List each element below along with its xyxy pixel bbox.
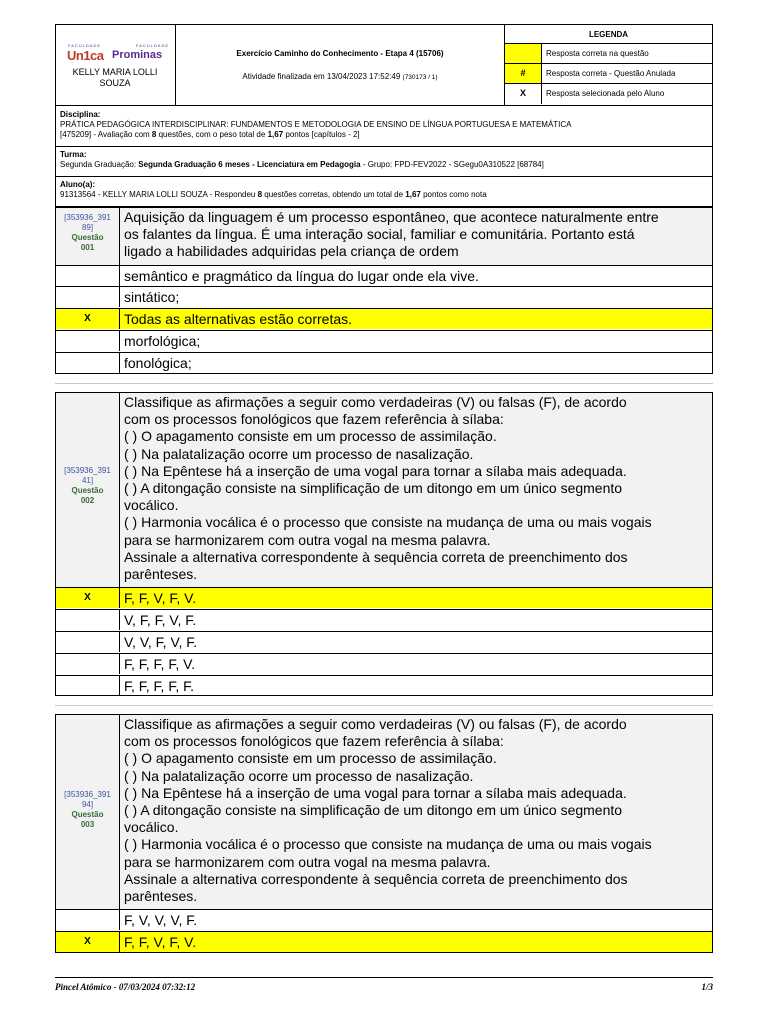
answer-option: V, F, F, V, F. (56, 609, 712, 630)
question-separator (55, 383, 713, 384)
attempt-code: (730173 / 1) (402, 74, 438, 81)
question-stem: Aquisição da linguagem é um processo espontâneo, que acontece naturalmente entre os falantes da língua. É uma interação social, familiar e comunitária. Portanto está ligado a habilidades adquiridas pela criança de ordem (120, 208, 712, 266)
answer-option: F, V, V, V, F. (56, 909, 712, 930)
student-info: Aluno(a): 91313564 - KELLY MARIA LOLLI SOUZA - Respondeu 8 questões corretas, obtendo um total de 1,67 pontos como nota (55, 177, 713, 207)
legend-row-selected: X Resposta selecionada pelo Aluno (505, 84, 712, 104)
question-id-cell: [353936_391 94] Questão 003 (56, 715, 120, 910)
answer-option: morfológica; (56, 330, 712, 351)
question-block-001 (55, 207, 713, 374)
question-separator (55, 705, 713, 706)
answer-option-selected: X F, F, V, F, V. (56, 587, 712, 608)
selected-mark: X (56, 932, 120, 952)
question-id-cell: [353936_391 89] Questão 001 (56, 208, 120, 266)
legend (505, 25, 712, 105)
answer-option-selected: X Todas as alternativas estão corretas. (56, 308, 712, 329)
legend-swatch-yellow (505, 44, 542, 63)
question-block-002 (55, 392, 713, 696)
report-header (55, 24, 713, 106)
legend-row-correct: Resposta correta na questão (505, 44, 712, 64)
legend-symbol-x: X (505, 84, 542, 104)
question-id-cell: [353936_391 41] Questão 002 (56, 393, 120, 588)
selected-mark: X (56, 309, 120, 329)
answer-option: semântico e pragmático da língua do lugar onde ela vive. (56, 265, 712, 286)
footer-timestamp: Pincel Atômico - 07/03/2024 07:32:12 (55, 982, 196, 992)
selected-mark: X (56, 588, 120, 608)
page-number: 1/3 (701, 982, 713, 992)
answer-option: sintático; (56, 286, 712, 307)
question-stem: Classifique as afirmações a seguir como verdadeiras (V) ou falsas (F), de acordo com os processos fonológicos que fazem referência à sílaba: ( ) O apagamento consiste em um processo de assimilação. ( ) Na palatalização ocorre um processo de nasalização. ( ) Na Epêntese há a inserção de uma vogal para tornar a sílaba mais adequada. ( ) A ditongação consiste na simplificação de um ditongo em um único segmento vocálico. ( ) Harmonia vocálica é o processo que consiste na mudança de uma ou mais vogais para se harmonizarem com outra vogal na mesma palavra. Assinale a alternativa correspondente à sequência correta de preenchimento dos parênteses. (120, 393, 712, 588)
question-block-003 (55, 714, 713, 953)
exam-title: Exercício Caminho do Conhecimento - Etapa 4 (15706) (236, 49, 444, 58)
footer-divider (55, 977, 713, 978)
legend-row-annulled: # Resposta correta - Questão Anulada (505, 64, 712, 84)
legend-symbol-hash: # (505, 64, 542, 83)
question-stem: Classifique as afirmações a seguir como verdadeiras (V) ou falsas (F), de acordo com os processos fonológicos que fazem referência à sílaba: ( ) O apagamento consiste em um processo de assimilação. ( ) Na palatalização ocorre um processo de nasalização. ( ) Na Epêntese há a inserção de uma vogal para tornar a sílaba mais adequada. ( ) A ditongação consiste na simplificação de um ditongo em um único segmento vocálico. ( ) Harmonia vocálica é o processo que consiste na mudança de uma ou mais vogais para se harmonizarem com outra vogal na mesma palavra. Assinale a alternativa correspondente à sequência correta de preenchimento dos parênteses. (120, 715, 712, 910)
answer-option-selected: X F, F, V, F, V. (56, 931, 712, 952)
answer-option: F, F, F, F, F. (56, 675, 712, 696)
student-name: KELLY MARIA LOLLI SOUZA (72, 67, 158, 88)
legend-title: LEGENDA (505, 25, 712, 44)
logo-prominas-text: Prominas (112, 49, 163, 61)
exam-finished-text: Atividade finalizada em 13/04/2023 17:52:49 (730173 / 1) (242, 72, 438, 81)
answer-option: F, F, F, F, V. (56, 653, 712, 674)
answer-option: V, V, F, V, F. (56, 631, 712, 652)
logo-unica-text: Un1ca (67, 48, 104, 63)
logo-cell (56, 25, 176, 105)
exam-info-cell (176, 25, 505, 105)
discipline-info: Disciplina: PRÁTICA PEDAGÓGICA INTERDISCIPLINAR: FUNDAMENTOS E METODOLOGIA DE ENSINO DE LÍNGUA PORTUGUESA E MATEMÁTICA [475209] - Avaliação com 8 questões, com o peso total de 1,67 pontos [capítulos - 2] (55, 106, 713, 147)
class-info: Turma: Segunda Graduação: Segunda Graduação 6 meses - Licenciatura em Pedagogia - Grupo: FPD-FEV2022 - SGegu0A310522 [68784] (55, 147, 713, 177)
institution-logo: FACULDADE FACULDADE Un1ca Prominas (67, 43, 170, 63)
answer-option: fonológica; (56, 352, 712, 373)
